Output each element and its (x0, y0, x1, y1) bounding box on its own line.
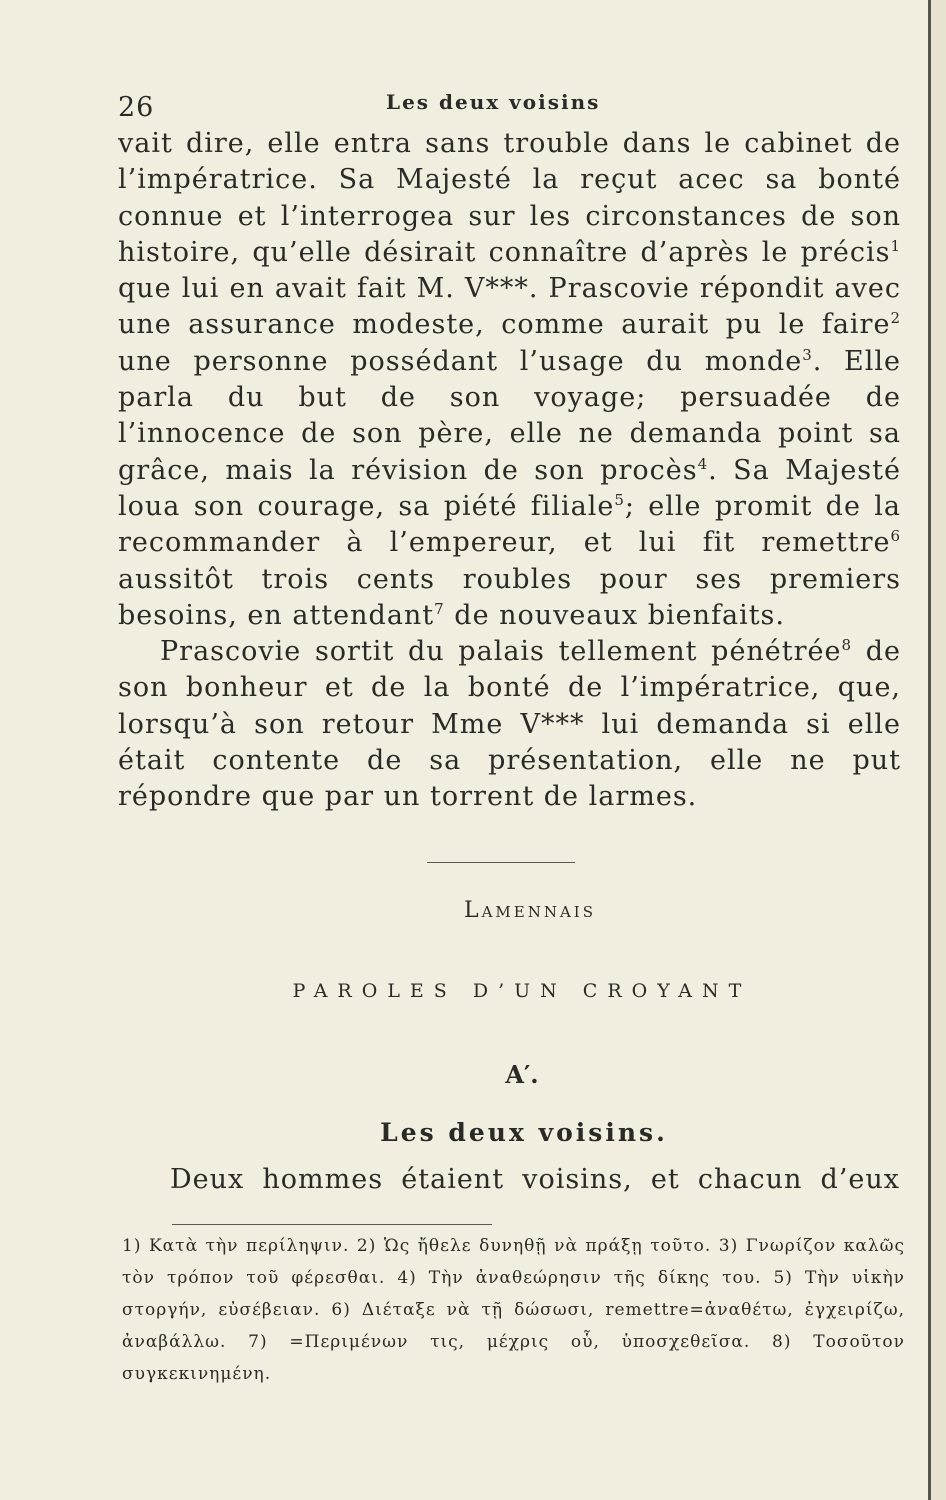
separator-rule (427, 862, 575, 863)
page-edge-shade (931, 0, 946, 1500)
author-name: Lamennais (463, 898, 597, 923)
section-title: Les deux voisins. (380, 1118, 668, 1147)
footnote-ref-6: 6 (890, 527, 901, 546)
book-title: PAROLES D’UN CROYANT (292, 980, 752, 1002)
paragraph-1: vait dire, elle entra sans trouble dans le cabinet de l’impératrice. Sa Majesté la reçut acec sa bonté connue et l’interrogea sur les circonstances de son histoire, qu’elle désirait connaître d’après le précis$^1$ que lui en avait fait M. V***. Prascovie répondit avec une assurance modeste, comme aurait pu le faire$^2$ une personne possédant l’usage du monde$^3$. Elle parla du but de son voyage; persuadée de l’innocence de son père, elle ne demanda point sa grâce, mais la révision de son procès$^4$. Sa Majesté loua son courage, sa piété filiale$^5$; elle promit de la recommander à l’empereur, et lui fit remettre$^6$ aussitôt trois cents roubles pour ses premiers besoins, en attendant$^7$ de nouveaux bienfaits. (118, 128, 902, 631)
body-text (118, 126, 901, 816)
footnote-ref-4: 4 (697, 454, 709, 473)
section-number: A′. (505, 1060, 539, 1089)
footnotes: 1) Κατὰ τὴν περίληψιν. 2) Ὡς ἤθελε δυνηθῇ νὰ πράξῃ τοῦτο. 3) Γνωρίζον καλῶς τὸν τρόπον τοῦ φέρεσθαι. 4) Τὴν ἀναθεώρησιν τῆς δίκης του. 5) Τὴν υἱκὴν στοργήν, εὐσέβειαν. 6) Διέταξε νὰ τῇ δώσωσι, remettre=ἀναθέτω, ἐγχειρίζω, ἀναβάλλω. 7) =Περιμένων τις, μέχρις οὗ, ὑποσχεθεῖσα. 8) Τοσοῦτον συγκεκινημένη. (122, 1236, 905, 1384)
footnote-ref-1: 1 (890, 236, 901, 255)
page-number: 26 (118, 92, 155, 123)
footnote-ref-5: 5 (614, 490, 625, 509)
opening-line: Deux hommes étaient voisins, et chacun d’eux (170, 1164, 900, 1195)
paragraph-2: Prascovie sortit du palais tellement pénétrée$^8$ de son bonheur et de la bonté de l’impératrice, que, lorsqu’à son retour Mme V*** lui demanda si elle était contente de sa présentation, elle ne put répondre que par un torrent de larmes. (118, 636, 901, 813)
footnote-ref-3: 3 (802, 345, 813, 364)
running-title: Les deux voisins (386, 90, 601, 114)
footnote-ref-7: 7 (434, 599, 445, 618)
footnote-ref-2: 2 (890, 309, 901, 328)
footnote-rule (172, 1224, 492, 1225)
page-header (118, 88, 898, 128)
footnote-ref-8: 8 (841, 636, 853, 655)
